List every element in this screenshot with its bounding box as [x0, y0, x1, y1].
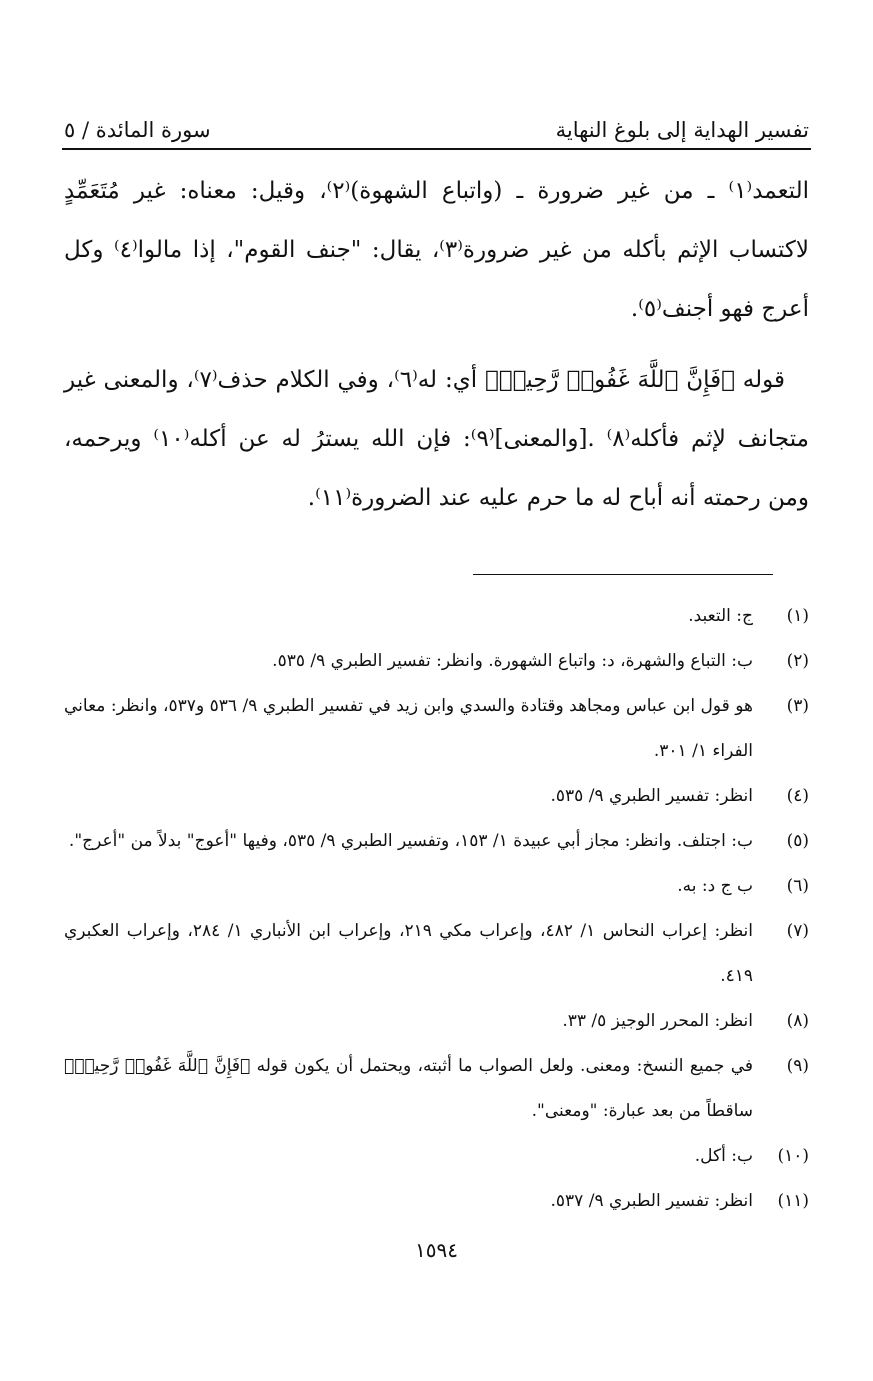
footnote-text: ب: التباع والشهرة، د: واتباع الشهورة. وانظر: تفسير الطبري ٩/ ٥٣٥. [272, 651, 753, 671]
footnote-item [64, 864, 809, 909]
footnote-item [64, 819, 809, 864]
footnote-number: (٧) [786, 921, 809, 941]
footnote-text: ب: أكل. [694, 1146, 753, 1166]
footnote-item [64, 774, 809, 819]
footnote-text: في جميع النسخ: ومعنى. ولعل الصواب ما أثبته، ويحتمل أن يكون قوله ﴿فَإِنَّ ٱللَّهَ غَفُورٞ رَّحِيمٞ﴾ ساقطاً من بعد عبارة: "ومعنى". [64, 1056, 753, 1121]
running-header [64, 106, 809, 142]
surah-label: سورة المائدة / ٥ [64, 118, 211, 142]
footnote-item [64, 1179, 809, 1224]
footnote-item [64, 909, 809, 999]
footnote-number: (١) [786, 606, 809, 626]
footnote-item [64, 639, 809, 684]
footnote-text: ب ج د: به. [677, 876, 753, 896]
footnote-item [64, 1134, 809, 1179]
footnote-number: (٢) [786, 651, 809, 671]
footnote-divider [473, 574, 773, 575]
footnote-text: ب: اجتلف. وانظر: مجاز أبي عبيدة ١/ ١٥٣، وتفسير الطبري ٩/ ٥٣٥، وفيها "أعوج" بدلاً من "أعرج". [68, 831, 753, 851]
header-divider [62, 148, 811, 150]
footnote-number: (٤) [786, 786, 809, 806]
page-number: ١٥٩٤ [415, 1238, 458, 1262]
footnote-text: انظر: المحرر الوجيز ٥/ ٣٣. [562, 1011, 753, 1031]
footnote-item [64, 999, 809, 1044]
main-text [64, 162, 809, 540]
paragraph-2: قوله ﴿فَإِنَّ ٱللَّهَ غَفُورٞ رَّحِيمٞ﴾ أي: له⁽٦⁾، وفي الكلام حذف⁽٧⁾، والمعنى غير متجانف لإثم فأكله⁽٨⁾ .[والمعنى]⁽٩⁾: فإن الله يسترُ له عن أكله⁽١٠⁾ ويرحمه، ومن رحمته أنه أباح له ما حرم عليه عند الضرورة⁽١١⁾. [64, 367, 810, 511]
footnote-number: (٩) [786, 1056, 809, 1076]
footnotes [64, 594, 809, 1224]
footnote-text: هو قول ابن عباس ومجاهد وقتادة والسدي وابن زيد في تفسير الطبري ٩/ ٥٣٦ و٥٣٧، وانظر: معاني الفراء ١/ ٣٠١. [64, 696, 753, 761]
footnote-text: انظر: تفسير الطبري ٩/ ٥٣٧. [550, 1191, 753, 1211]
footnote-number: (٥) [786, 831, 809, 851]
footnote-number: (٨) [786, 1011, 809, 1031]
footnote-number: (٣) [786, 696, 809, 716]
footnote-item [64, 594, 809, 639]
footnote-number: (١١) [777, 1191, 809, 1211]
footnote-text: انظر: إعراب النحاس ١/ ٤٨٢، وإعراب مكي ٢١٩، وإعراب ابن الأنباري ١/ ٢٨٤، وإعراب العكبري ٤١٩. [64, 921, 754, 986]
footnote-text: ج: التعبد. [688, 606, 753, 626]
footnote-text: انظر: تفسير الطبري ٩/ ٥٣٥. [550, 786, 753, 806]
book-title: تفسير الهداية إلى بلوغ النهاية [555, 118, 809, 142]
paragraph-1: التعمد⁽١⁾ ـ من غير ضرورة ـ (واتباع الشهوة)⁽٢⁾، وقيل: معناه: غير مُتَعَمِّدٍ لاكتساب الإثم بأكله من غير ضرورة⁽٣⁾، يقال: "جنف القوم"، إذا مالوا⁽٤⁾ وكل أعرج فهو أجنف⁽٥⁾. [64, 178, 809, 322]
footnote-number: (٦) [786, 876, 809, 896]
footnote-number: (١٠) [777, 1146, 809, 1166]
footnote-item [64, 684, 809, 774]
footnote-item [64, 1044, 809, 1134]
